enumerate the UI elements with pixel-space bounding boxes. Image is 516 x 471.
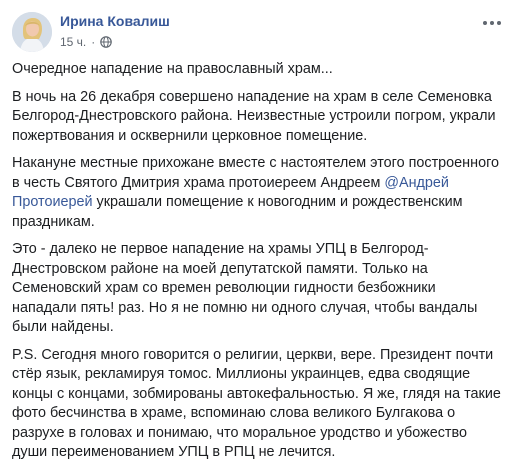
post-paragraph-2 [12,154,504,232]
more-options-icon[interactable] [480,12,504,34]
post-header [12,12,504,52]
paragraph-text: Накануне местные прихожане вместе с настоятелем этого построенного в честь Святого Дмитрия храма протоиереем Андреем [12,155,500,191]
post-lead: Очередное нападение на православный храм... [12,61,333,77]
globe-icon[interactable] [100,36,112,48]
post-body [12,60,504,471]
post-meta [60,34,112,50]
meta-separator: · [91,35,96,49]
post-paragraph-4: P.S. Сегодня много говорится о религии, церкви, вере. Президент почти стёр язык, рекламируя томос. Миллионы украинцев, едва сводящие концы с концами, зобмированы автокефальностью. Я же, глядя на такие фото бесчинства в храме, вспоминаю слова великого Булгакова о разрухе в головах и понимаю, что моральное уродство и убожество души переименованием УПЦ в РПЦ не лечится. [12,346,501,460]
avatar[interactable] [12,12,52,52]
post-paragraph-3: Это - далеко не первое нападение на храмы УПЦ в Белгород-Днестровском районе на моей депутатской памяти. Только на Семеновский храм со времен революции гидности безбожники нападали пять! раз. Но я не помню ни одного случая, чтобы вандалы были найдены. [12,241,478,335]
mention-link[interactable]: @Андрей Протоиерей [12,174,449,210]
paragraph-text: украшали помещение к новогодним и рождественским праздникам. [12,194,463,230]
post-timestamp[interactable]: 15 ч. [60,35,87,49]
author-name[interactable]: Ирина Ковалиш [60,13,170,29]
post-paragraph-1: В ночь на 26 декабря совершено нападение на храм в селе Семеновка Белгород-Днестровского района. Неизвестные устроили погром, украли пожертвования и осквернили церковное помещение. [12,88,496,144]
